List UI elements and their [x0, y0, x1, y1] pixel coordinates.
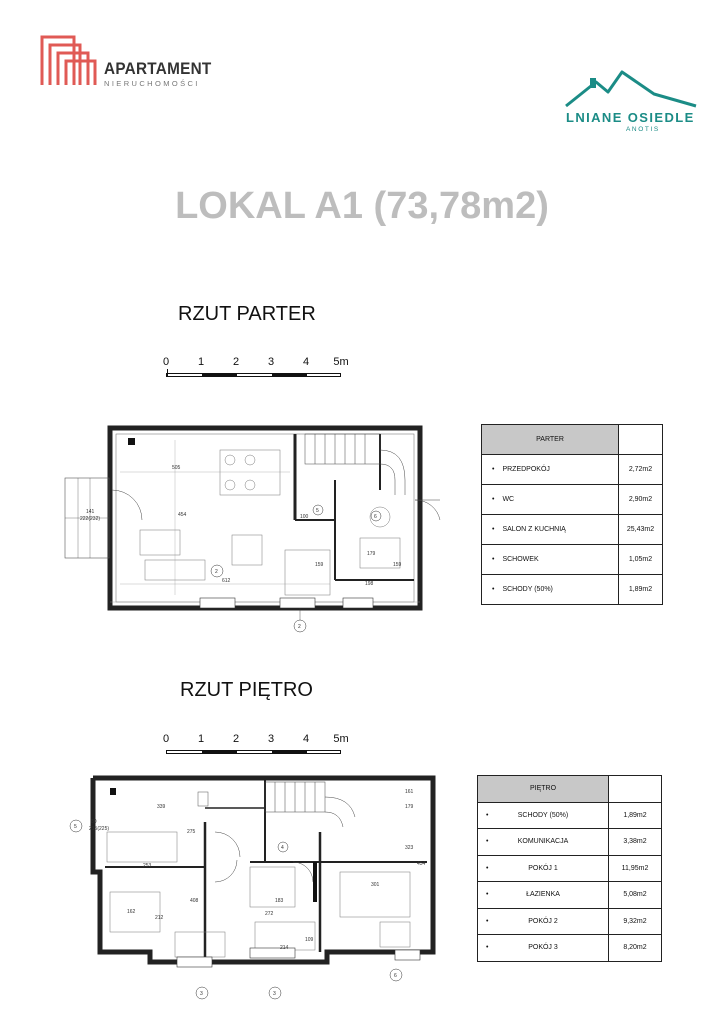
pietro-title: RZUT PIĘTRO — [180, 679, 313, 701]
dim-159a: 159 — [315, 562, 324, 568]
dim-159b: 159 — [393, 562, 402, 568]
dim-301: 301 — [371, 882, 380, 888]
table-row: • ŁAZIENKA 5,08m2 — [478, 882, 662, 909]
pietro-table-header: PIĘTRO — [478, 776, 609, 803]
table-row: • SCHODY (50%) 1,89m2 — [482, 575, 663, 605]
pietro-scale-bar — [162, 733, 366, 763]
scale-label: 0 — [162, 733, 170, 745]
dim-161: 161 — [405, 789, 414, 795]
parter-scale-bar — [162, 356, 366, 386]
room-name: SCHODY (50%) — [502, 586, 553, 593]
room-name: SCHOWEK — [502, 556, 539, 563]
scale-label: 5m — [333, 356, 349, 368]
dim-109: 109 — [305, 937, 314, 943]
room-area: 3,38m2 — [609, 829, 662, 856]
parter-room-table — [481, 424, 663, 605]
dim-253: 253 — [143, 863, 152, 869]
dim-454: 454 — [417, 861, 426, 867]
scale-label: 0 — [162, 356, 170, 368]
dim-215: 215(225) — [89, 826, 110, 832]
dim-612: 612 — [222, 578, 231, 584]
room-area: 1,89m2 — [619, 575, 663, 605]
dim-183: 183 — [275, 898, 284, 904]
parter-floor-plan — [60, 420, 450, 640]
lniane-osiedle-logo — [560, 70, 700, 140]
scale-label: 2 — [232, 356, 240, 368]
room-area: 1,89m2 — [609, 802, 662, 829]
room-area: 8,20m2 — [609, 935, 662, 962]
room-name: ŁAZIENKA — [526, 891, 560, 899]
dim-214: 214 — [280, 945, 289, 951]
scale-label: 4 — [302, 733, 310, 745]
pietro-floor-plan — [65, 772, 445, 1002]
room-area: 11,95m2 — [609, 855, 662, 882]
dim-505: 505 — [172, 465, 181, 471]
apartament-sub: NIERUCHOMOŚCI — [104, 79, 200, 88]
dim-408: 408 — [190, 898, 199, 904]
marker-3: 3 — [273, 991, 276, 997]
scale-label: 3 — [267, 733, 275, 745]
table-row: • SCHOWEK 1,05m2 — [482, 545, 663, 575]
room-name: KOMUNIKACJA — [517, 838, 569, 846]
room-name: POKÓJ 1 — [528, 864, 558, 872]
dim-198: 198 — [365, 581, 374, 587]
house-roof-icon — [560, 70, 700, 112]
parter-title: RZUT PARTER — [178, 303, 316, 325]
marker-5: 5 — [316, 508, 319, 514]
scale-label: 3 — [267, 356, 275, 368]
room-name: SCHODY (50%) — [517, 811, 569, 819]
room-name: POKÓJ 3 — [528, 944, 558, 952]
table-row: • SALON Z KUCHNIĄ 25,43m2 — [482, 515, 663, 545]
table-row: • POKÓJ 3 8,20m2 — [478, 935, 662, 962]
dim-272: 272 — [265, 911, 274, 917]
apartament-logo — [40, 35, 210, 95]
marker-6: 6 — [374, 514, 377, 520]
room-area: 2,72m2 — [619, 455, 663, 485]
dim-179: 179 — [405, 804, 414, 810]
dim-323: 323 — [405, 845, 414, 851]
room-area: 9,32m2 — [609, 908, 662, 935]
table-row: • WC 2,90m2 — [482, 485, 663, 515]
page-title: LOKAL A1 (73,78m2) — [175, 185, 549, 227]
dim-454: 454 — [178, 512, 187, 518]
dim-212: 212 — [155, 915, 164, 921]
table-row: • POKÓJ 1 11,95m2 — [478, 855, 662, 882]
table-row: • KOMUNIKACJA 3,38m2 — [478, 829, 662, 856]
parter-table-header: PARTER — [482, 425, 619, 455]
dim-275: 275 — [187, 829, 196, 835]
room-area: 5,08m2 — [609, 882, 662, 909]
dim-100: 100 — [300, 514, 309, 520]
marker-4: 4 — [281, 845, 284, 851]
table-row: • POKÓJ 2 9,32m2 — [478, 908, 662, 935]
dim-141: 141 — [86, 509, 95, 515]
table-row: • PRZEDPOKÓJ 2,72m2 — [482, 455, 663, 485]
marker-6: 6 — [394, 973, 397, 979]
marker-5: 5 — [74, 824, 77, 830]
dim-179: 179 — [367, 551, 376, 557]
room-name: PRZEDPOKÓJ — [502, 466, 550, 473]
room-area: 2,90m2 — [619, 485, 663, 515]
lniane-osiedle-brand: LNIANE OSIEDLE — [566, 110, 695, 125]
scale-label: 2 — [232, 733, 240, 745]
apartament-logo-mark — [40, 35, 100, 87]
scale-label: 4 — [302, 356, 310, 368]
dim-162: 162 — [127, 909, 136, 915]
dim-222: 222(232) — [80, 516, 101, 522]
pietro-room-table — [477, 775, 662, 962]
room-name: WC — [502, 496, 515, 503]
marker-3: 3 — [200, 991, 203, 997]
table-row: • SCHODY (50%) 1,89m2 — [478, 802, 662, 829]
apartament-brand: APARTAMENT — [104, 59, 212, 78]
scale-label: 5m — [333, 733, 349, 745]
room-name: POKÓJ 2 — [528, 917, 558, 925]
room-name: SALON Z KUCHNIĄ — [502, 526, 566, 533]
scale-label: 1 — [197, 733, 205, 745]
dim-80: 80 — [91, 819, 97, 825]
scale-label: 1 — [197, 356, 205, 368]
marker-2: 2 — [298, 624, 301, 630]
lniane-osiedle-sub: ANOTIS — [626, 126, 660, 133]
room-area: 25,43m2 — [619, 515, 663, 545]
room-area: 1,05m2 — [619, 545, 663, 575]
dim-339: 339 — [157, 804, 166, 810]
marker-2: 2 — [215, 569, 218, 575]
